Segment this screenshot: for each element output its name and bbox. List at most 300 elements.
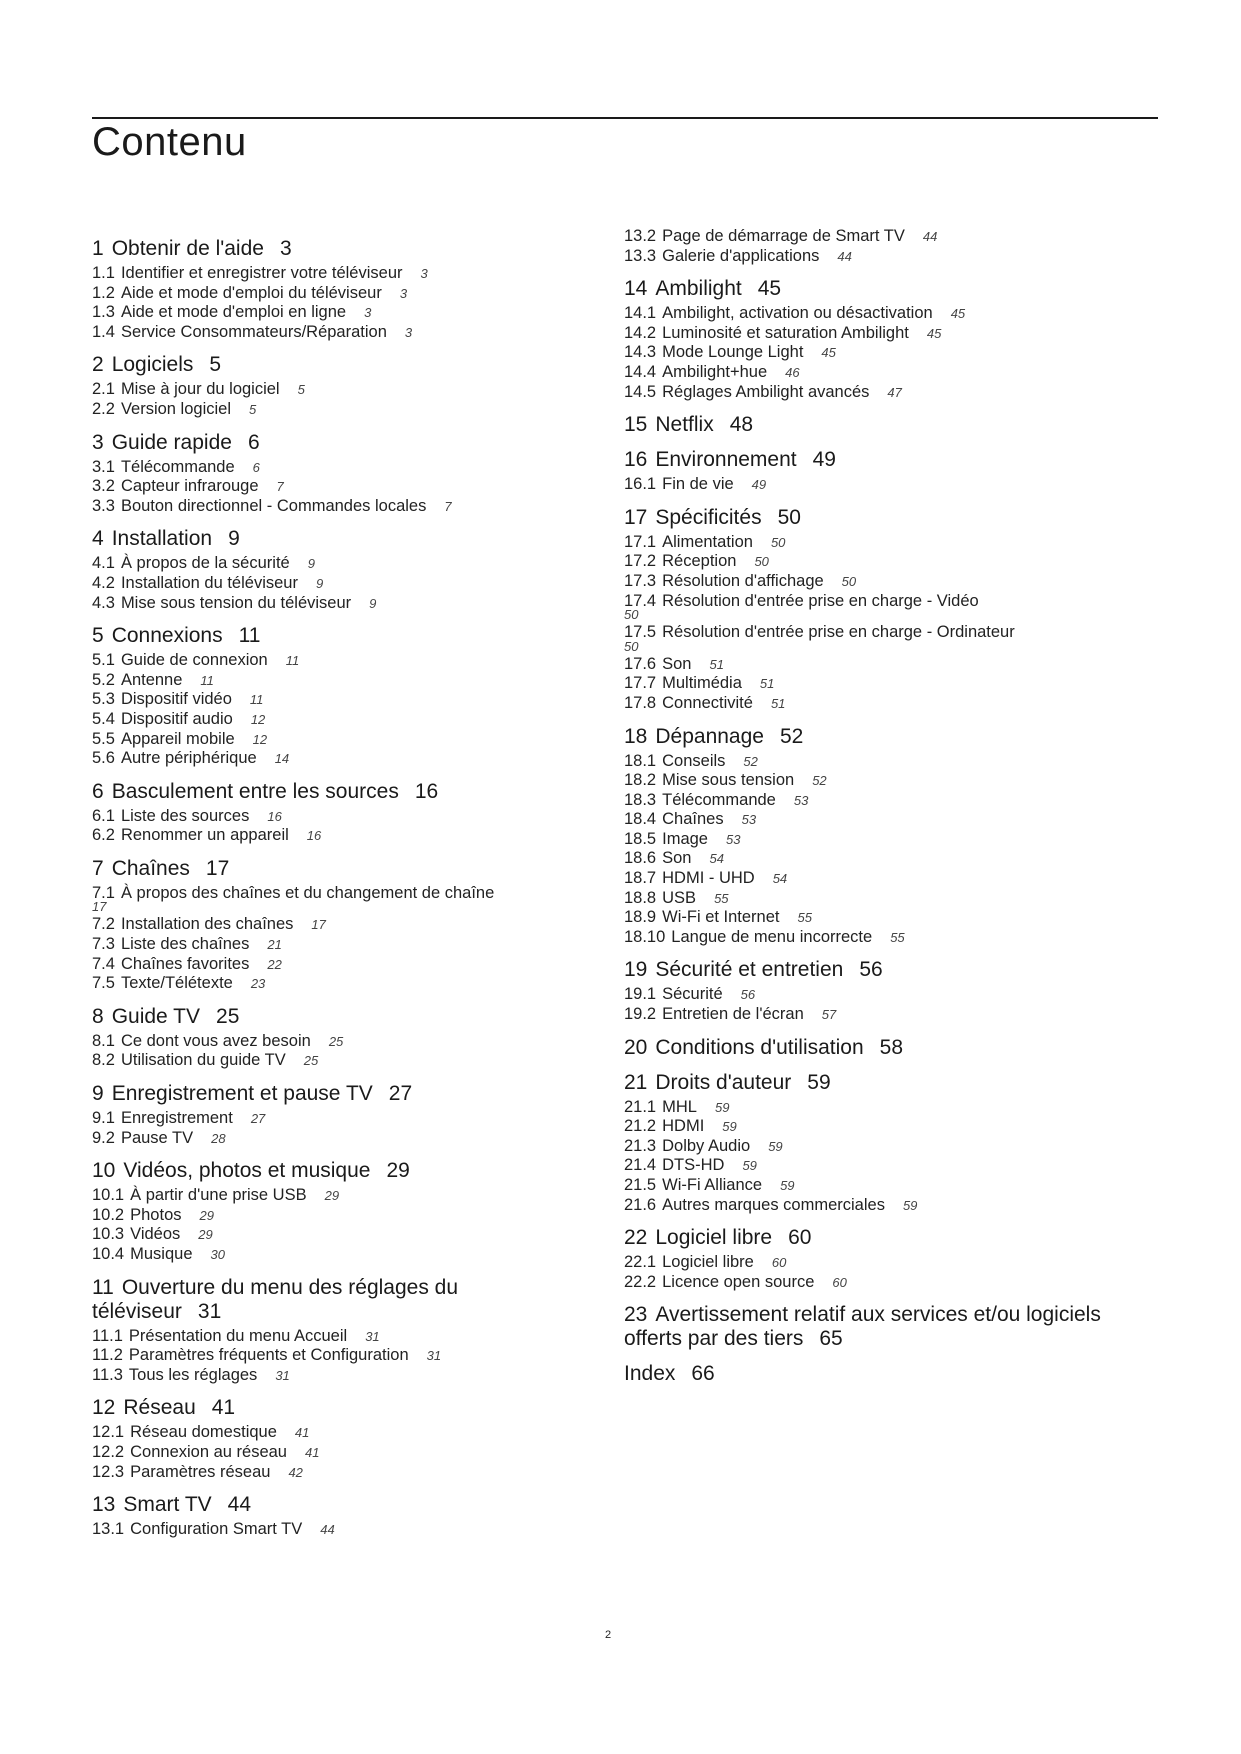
- section-title: Ambilight: [655, 277, 742, 301]
- toc-subsection-entry[interactable]: [624, 592, 1144, 622]
- toc-section-heading[interactable]: [624, 1071, 1144, 1095]
- subsection-title: Aide et mode d'emploi en ligne: [120, 303, 347, 322]
- subsection-number: 4.2: [92, 573, 115, 592]
- section-page-number: 56: [859, 958, 883, 982]
- subsection-title: Dolby Audio: [662, 1136, 751, 1155]
- toc-subsection-list: [624, 533, 1144, 714]
- toc-subsection-entry[interactable]: [624, 572, 1144, 592]
- subsection-title: Entretien de l'écran: [662, 1005, 804, 1024]
- subsection-title: Ce dont vous avez besoin: [120, 1031, 311, 1050]
- toc-subsection-entry[interactable]: [624, 1253, 1144, 1273]
- toc-section: [624, 1303, 1144, 1351]
- section-page-number: 41: [211, 1396, 236, 1420]
- subsection-title: Version logiciel: [120, 399, 231, 418]
- subsection-title: Paramètres réseau: [130, 1462, 271, 1481]
- subsection-page-number: 25: [328, 1033, 344, 1049]
- section-title: Enregistrement et pause TV: [111, 1082, 373, 1106]
- section-number: 14: [624, 277, 648, 301]
- subsection-number: 17.6: [624, 654, 657, 673]
- toc-subsection-entry[interactable]: [92, 380, 592, 400]
- toc-subsection-entry[interactable]: [92, 594, 592, 614]
- subsection-title: Photos: [130, 1205, 182, 1224]
- subsection-number: 6.2: [92, 826, 115, 845]
- toc-section-heading[interactable]: [624, 506, 1144, 530]
- section-title: Réseau: [123, 1396, 196, 1420]
- toc-subsection-entry[interactable]: [92, 1225, 592, 1245]
- section-title: Conditions d'utilisation: [655, 1035, 864, 1059]
- toc-subsection-entry[interactable]: [624, 928, 1144, 948]
- toc-section-heading[interactable]: [92, 431, 592, 455]
- toc-section-heading[interactable]: [92, 1005, 592, 1029]
- section-page-number: 31: [197, 1299, 222, 1323]
- toc-section: [92, 1005, 592, 1071]
- toc-subsection-entry[interactable]: [624, 771, 1144, 791]
- subsection-page-number: 50: [624, 607, 639, 623]
- toc-subsection-list: [92, 554, 592, 613]
- toc-subsection-entry[interactable]: [92, 458, 592, 478]
- subsection-page-number: 44: [320, 1522, 335, 1538]
- section-number: 23: [624, 1303, 648, 1327]
- toc-subsection-entry[interactable]: [92, 710, 592, 730]
- subsection-page-number: 59: [768, 1138, 783, 1154]
- toc-subsection-entry[interactable]: [624, 752, 1144, 772]
- subsection-number: 13.3: [624, 246, 657, 265]
- toc-subsection-entry[interactable]: [92, 1109, 592, 1129]
- toc-section: [624, 1362, 1144, 1386]
- toc-subsection-entry[interactable]: [624, 1005, 1144, 1025]
- subsection-number: 18.3: [624, 790, 657, 809]
- subsection-title: Service Consommateurs/Réparation: [120, 322, 387, 341]
- subsection-page-number: 27: [250, 1111, 266, 1127]
- subsection-title: Capteur infrarouge: [120, 477, 259, 496]
- subsection-number: 2.2: [92, 399, 115, 418]
- toc-section: [624, 725, 1144, 948]
- toc-subsection-entry[interactable]: [624, 533, 1144, 553]
- toc-subsection-entry[interactable]: [92, 671, 592, 691]
- toc-section-heading[interactable]: [624, 277, 1144, 301]
- toc-section-heading[interactable]: [92, 1396, 592, 1420]
- subsection-title: Configuration Smart TV: [130, 1520, 303, 1539]
- subsection-title: Paramètres fréquents et Configuration: [128, 1346, 409, 1365]
- subsection-page-number: 50: [770, 534, 786, 550]
- section-title: Netflix: [655, 413, 714, 437]
- subsection-number: 21.2: [624, 1117, 657, 1136]
- toc-section-heading[interactable]: [624, 1036, 1144, 1060]
- toc-subsection-entry[interactable]: [624, 623, 1144, 653]
- section-title: Avertissement relatif aux services et/ou logiciels offerts par des tiers: [624, 1303, 1101, 1351]
- subsection-page-number: 11: [285, 653, 300, 669]
- section-number: 19: [624, 958, 648, 982]
- subsection-number: 10.4: [92, 1245, 125, 1263]
- toc-subsection-entry[interactable]: [92, 1423, 592, 1443]
- toc-section-heading[interactable]: [92, 780, 592, 804]
- toc-section: [624, 277, 1144, 402]
- subsection-number: 10.1: [92, 1186, 125, 1205]
- section-number: 11: [92, 1275, 114, 1299]
- subsection-title: Aide et mode d'emploi du téléviseur: [120, 283, 382, 302]
- toc-section: [624, 227, 1144, 266]
- toc-section: [624, 1036, 1144, 1060]
- toc-subsection-entry[interactable]: [624, 655, 1144, 675]
- toc-subsection-entry[interactable]: [92, 955, 592, 975]
- subsection-number: 8.2: [92, 1051, 115, 1070]
- section-page-number: 6: [247, 430, 260, 454]
- subsection-number: 22.1: [624, 1253, 657, 1272]
- subsection-title: À propos de la sécurité: [120, 554, 290, 573]
- section-page-number: 44: [227, 1493, 252, 1517]
- subsection-page-number: 3: [364, 305, 372, 321]
- subsection-number: 21.6: [624, 1195, 657, 1214]
- subsection-title: Pause TV: [120, 1128, 194, 1147]
- subsection-title: Télécommande: [662, 790, 776, 809]
- toc-subsection-list: [624, 1253, 1144, 1292]
- toc-subsection-entry[interactable]: [92, 554, 592, 574]
- toc-subsection-entry[interactable]: [624, 1156, 1144, 1176]
- subsection-number: 21.1: [624, 1097, 657, 1116]
- toc-subsection-entry[interactable]: [624, 247, 1144, 267]
- subsection-number: 17.7: [624, 674, 657, 693]
- toc-subsection-entry[interactable]: [92, 1463, 592, 1483]
- subsection-page-number: 49: [751, 477, 767, 493]
- subsection-title: Bouton directionnel - Commandes locales: [120, 496, 427, 515]
- subsection-title: Mise sous tension: [662, 771, 795, 790]
- toc-subsection-list: [92, 380, 592, 419]
- toc-subsection-entry[interactable]: [624, 810, 1144, 830]
- toc-section-heading[interactable]: [92, 1082, 592, 1106]
- subsection-number: 7.5: [92, 974, 115, 993]
- toc-subsection-entry[interactable]: [624, 791, 1144, 811]
- toc-subsection-entry[interactable]: [624, 849, 1144, 869]
- toc-subsection-entry[interactable]: [92, 749, 592, 769]
- toc-section-heading[interactable]: [92, 527, 592, 551]
- subsection-title: Alimentation: [662, 532, 753, 551]
- subsection-title: Dispositif audio: [120, 709, 233, 728]
- subsection-number: 18.5: [624, 829, 657, 848]
- section-page-number: 52: [779, 724, 804, 748]
- toc-subsection-entry[interactable]: [624, 1137, 1144, 1157]
- toc-section-heading[interactable]: [92, 857, 592, 881]
- toc-subsection-entry[interactable]: [92, 400, 592, 420]
- subsection-page-number: 56: [740, 987, 756, 1003]
- toc-left-column: [92, 237, 592, 1551]
- section-number: 6: [92, 779, 104, 803]
- toc-subsection-entry[interactable]: [624, 694, 1144, 714]
- subsection-number: 17.1: [624, 532, 657, 551]
- subsection-number: 21.5: [624, 1176, 657, 1194]
- subsection-page-number: 45: [950, 306, 966, 322]
- subsection-page-number: 17: [92, 899, 107, 915]
- subsection-title: Dispositif vidéo: [120, 690, 232, 709]
- subsection-title: À partir d'une prise USB: [130, 1186, 307, 1205]
- subsection-page-number: 14: [274, 751, 290, 767]
- toc-subsection-list: [624, 1098, 1144, 1216]
- subsection-page-number: 57: [821, 1007, 837, 1023]
- toc-section-heading[interactable]: [92, 237, 592, 261]
- subsection-page-number: 28: [211, 1130, 226, 1146]
- subsection-page-number: 55: [890, 929, 905, 945]
- section-title: Installation: [111, 527, 213, 551]
- toc-subsection-entry[interactable]: [624, 1273, 1144, 1293]
- subsection-number: 1.3: [92, 303, 115, 322]
- section-number: 16: [624, 448, 648, 472]
- subsection-number: 11.1: [92, 1326, 123, 1345]
- subsection-title: Mise sous tension du téléviseur: [120, 593, 352, 612]
- subsection-title: Mode Lounge Light: [662, 343, 804, 362]
- toc-subsection-entry[interactable]: [92, 1245, 592, 1265]
- toc-subsection-entry[interactable]: [92, 1443, 592, 1463]
- toc-subsection-entry[interactable]: [92, 284, 592, 304]
- subsection-title: HDMI: [662, 1117, 705, 1136]
- subsection-title: Autres marques commerciales: [662, 1195, 885, 1214]
- toc-section-heading[interactable]: [92, 1493, 592, 1517]
- toc-section: [624, 448, 1144, 495]
- toc-section: [92, 527, 592, 613]
- toc-section-heading[interactable]: [92, 1276, 592, 1324]
- subsection-number: 21.3: [624, 1136, 657, 1155]
- subsection-title: Image: [662, 829, 708, 848]
- toc-subsection-entry[interactable]: [92, 574, 592, 594]
- toc-subsection-entry[interactable]: [624, 304, 1144, 324]
- subsection-page-number: 29: [198, 1227, 213, 1243]
- subsection-title: Son: [662, 849, 692, 868]
- subsection-page-number: 59: [722, 1119, 737, 1135]
- toc-section-heading[interactable]: [624, 413, 1144, 437]
- toc-section-heading[interactable]: [624, 1303, 1144, 1351]
- section-number: 20: [624, 1035, 648, 1059]
- toc-subsection-entry[interactable]: [92, 807, 592, 827]
- toc-subsection-entry[interactable]: [92, 690, 592, 710]
- toc-subsection-entry[interactable]: [92, 974, 592, 994]
- section-number: 15: [624, 413, 648, 437]
- toc-section-heading[interactable]: [624, 725, 1144, 749]
- section-number: 1: [92, 237, 104, 260]
- subsection-number: 17.2: [624, 552, 657, 571]
- subsection-number: 11.2: [92, 1346, 123, 1365]
- subsection-number: 3.3: [92, 496, 115, 515]
- subsection-page-number: 51: [770, 695, 786, 711]
- subsection-title: Réception: [662, 552, 737, 571]
- subsection-number: 8.1: [92, 1031, 115, 1050]
- toc-subsection-entry[interactable]: [92, 1520, 592, 1540]
- section-title: Connexions: [111, 624, 223, 648]
- toc-subsection-entry[interactable]: [624, 475, 1144, 495]
- toc-subsection-entry[interactable]: [624, 343, 1144, 363]
- section-number: 13: [92, 1493, 116, 1517]
- subsection-title: Galerie d'applications: [662, 246, 820, 265]
- subsection-page-number: 47: [887, 384, 902, 400]
- section-page-number: 66: [691, 1362, 715, 1386]
- subsection-number: 1.2: [92, 283, 115, 302]
- subsection-page-number: 3: [399, 285, 408, 301]
- toc-subsection-entry[interactable]: [92, 884, 592, 914]
- subsection-title: USB: [662, 888, 697, 907]
- header-rule: [92, 117, 1158, 119]
- subsection-title: Logiciel libre: [662, 1253, 754, 1272]
- toc-section: [92, 353, 592, 419]
- section-page-number: 65: [819, 1327, 843, 1351]
- subsection-title: Texte/Télétexte: [120, 974, 233, 993]
- subsection-title: Wi-Fi Alliance: [662, 1176, 763, 1194]
- toc-subsection-entry[interactable]: [624, 869, 1144, 889]
- subsection-title: HDMI - UHD: [662, 869, 755, 888]
- section-number: 17: [624, 505, 648, 529]
- subsection-number: 18.4: [624, 810, 657, 829]
- subsection-title: Conseils: [662, 751, 726, 770]
- subsection-page-number: 21: [267, 937, 282, 953]
- toc-subsection-entry[interactable]: [624, 1098, 1144, 1118]
- toc-subsection-entry[interactable]: [624, 363, 1144, 383]
- section-page-number: 27: [388, 1082, 413, 1106]
- subsection-page-number: 59: [780, 1178, 795, 1193]
- section-number: 8: [92, 1004, 104, 1028]
- subsection-title: Utilisation du guide TV: [120, 1051, 286, 1070]
- toc-section-heading[interactable]: [624, 1226, 1144, 1250]
- subsection-page-number: 50: [754, 554, 769, 570]
- toc-subsection-entry[interactable]: [92, 1327, 592, 1347]
- toc-subsection-entry[interactable]: [92, 323, 592, 343]
- toc-subsection-entry[interactable]: [92, 497, 592, 517]
- toc-section: [92, 237, 592, 342]
- subsection-page-number: 53: [741, 812, 757, 828]
- toc-subsection-entry[interactable]: [624, 1117, 1144, 1137]
- section-title: Index: [624, 1362, 676, 1386]
- subsection-number: 10.3: [92, 1225, 125, 1244]
- toc-subsection-entry[interactable]: [624, 227, 1144, 247]
- subsection-page-number: 17: [311, 917, 326, 933]
- subsection-page-number: 41: [294, 1425, 310, 1441]
- subsection-page-number: 12: [250, 711, 266, 727]
- subsection-page-number: 6: [252, 459, 260, 475]
- subsection-page-number: 51: [709, 656, 724, 672]
- toc-section: [624, 958, 1144, 1024]
- subsection-number: 14.4: [624, 362, 657, 381]
- subsection-title: Sécurité: [662, 985, 723, 1004]
- subsection-number: 12.2: [92, 1442, 125, 1461]
- subsection-title: Appareil mobile: [120, 729, 235, 748]
- toc-subsection-entry[interactable]: [624, 324, 1144, 344]
- toc-subsection-entry[interactable]: [624, 889, 1144, 909]
- subsection-number: 17.5: [624, 623, 657, 642]
- subsection-page-number: 44: [922, 229, 938, 244]
- toc-section-heading[interactable]: [92, 353, 592, 377]
- toc-subsection-entry[interactable]: [92, 264, 592, 284]
- section-number: 7: [92, 856, 104, 880]
- section-title: Obtenir de l'aide: [111, 237, 264, 260]
- toc-subsection-entry[interactable]: [92, 651, 592, 671]
- subsection-page-number: 55: [714, 890, 729, 906]
- section-title: Logiciels: [111, 353, 194, 377]
- section-page-number: 59: [807, 1070, 831, 1094]
- subsection-title: Enregistrement: [120, 1109, 233, 1128]
- subsection-title: Fin de vie: [662, 475, 734, 494]
- section-number: 4: [92, 527, 104, 551]
- toc-section: [92, 624, 592, 769]
- subsection-page-number: 53: [793, 792, 809, 808]
- section-number: 10: [92, 1159, 116, 1183]
- toc-subsection-entry[interactable]: [624, 383, 1144, 403]
- toc-subsection-entry[interactable]: [624, 830, 1144, 850]
- subsection-number: 5.5: [92, 729, 115, 748]
- toc-subsection-entry[interactable]: [92, 1129, 592, 1149]
- subsection-title: Connectivité: [662, 693, 753, 712]
- toc-subsection-entry[interactable]: [92, 1186, 592, 1206]
- subsection-number: 11.3: [92, 1365, 123, 1384]
- section-title: Ouverture du menu des réglages du téléviseur: [92, 1275, 459, 1323]
- subsection-page-number: 11: [200, 672, 214, 688]
- toc-subsection-list: [624, 985, 1144, 1024]
- toc-subsection-list: [92, 458, 592, 517]
- section-title: Vidéos, photos et musique: [123, 1159, 371, 1183]
- subsection-page-number: 50: [841, 573, 857, 589]
- subsection-page-number: 60: [832, 1274, 847, 1290]
- toc-section: [92, 1082, 592, 1148]
- toc-subsection-entry[interactable]: [92, 1366, 592, 1386]
- toc-subsection-entry[interactable]: [92, 935, 592, 955]
- toc-subsection-entry[interactable]: [92, 915, 592, 935]
- subsection-page-number: 53: [725, 831, 741, 847]
- toc-section-heading[interactable]: [624, 1362, 1144, 1386]
- toc-subsection-entry[interactable]: [624, 1176, 1144, 1196]
- toc-subsection-entry[interactable]: [92, 477, 592, 497]
- section-page-number: 11: [238, 624, 261, 648]
- subsection-title: Autre périphérique: [120, 749, 257, 768]
- subsection-number: 17.3: [624, 571, 657, 590]
- subsection-page-number: 5: [249, 401, 257, 417]
- section-title: Spécificités: [655, 505, 762, 529]
- section-title: Guide rapide: [111, 430, 232, 454]
- subsection-page-number: 31: [426, 1348, 442, 1364]
- subsection-number: 5.4: [92, 709, 115, 728]
- toc-section-heading[interactable]: [624, 958, 1144, 982]
- toc-subsection-entry[interactable]: [92, 730, 592, 750]
- toc-section-heading[interactable]: [92, 624, 592, 648]
- toc-section-heading[interactable]: [92, 1159, 592, 1183]
- toc-subsection-entry[interactable]: [624, 674, 1144, 694]
- subsection-title: Chaînes favorites: [120, 954, 250, 973]
- toc-section-heading[interactable]: [624, 448, 1144, 472]
- subsection-number: 1.4: [92, 322, 115, 341]
- subsection-title: Guide de connexion: [120, 651, 268, 670]
- toc-subsection-entry[interactable]: [624, 985, 1144, 1005]
- toc-subsection-entry[interactable]: [92, 1346, 592, 1366]
- subsection-title: DTS-HD: [662, 1156, 725, 1175]
- subsection-page-number: 52: [812, 773, 827, 789]
- toc-subsection-entry[interactable]: [92, 1032, 592, 1052]
- toc-subsection-entry[interactable]: [92, 303, 592, 323]
- toc-subsection-list: [92, 1423, 592, 1482]
- subsection-number: 12.1: [92, 1423, 125, 1442]
- toc-subsection-entry[interactable]: [92, 1051, 592, 1071]
- subsection-title: MHL: [662, 1097, 697, 1116]
- subsection-number: 9.2: [92, 1128, 115, 1147]
- subsection-number: 17.8: [624, 693, 657, 712]
- toc-subsection-entry[interactable]: [624, 552, 1144, 572]
- toc-subsection-entry[interactable]: [624, 908, 1144, 928]
- toc-subsection-entry[interactable]: [92, 1206, 592, 1226]
- subsection-page-number: 50: [624, 638, 639, 654]
- section-number: 3: [92, 430, 104, 454]
- subsection-number: 14.1: [624, 304, 657, 323]
- section-number: 22: [624, 1226, 648, 1250]
- subsection-title: Langue de menu incorrecte: [671, 927, 873, 946]
- section-number: 5: [92, 624, 104, 648]
- subsection-title: Résolution d'entrée prise en charge - Vidéo: [662, 591, 979, 610]
- section-number: 21: [624, 1070, 648, 1094]
- subsection-number: 7.3: [92, 935, 115, 954]
- section-page-number: 3: [279, 237, 292, 260]
- toc-subsection-entry[interactable]: [92, 826, 592, 846]
- toc-subsection-entry[interactable]: [624, 1196, 1144, 1216]
